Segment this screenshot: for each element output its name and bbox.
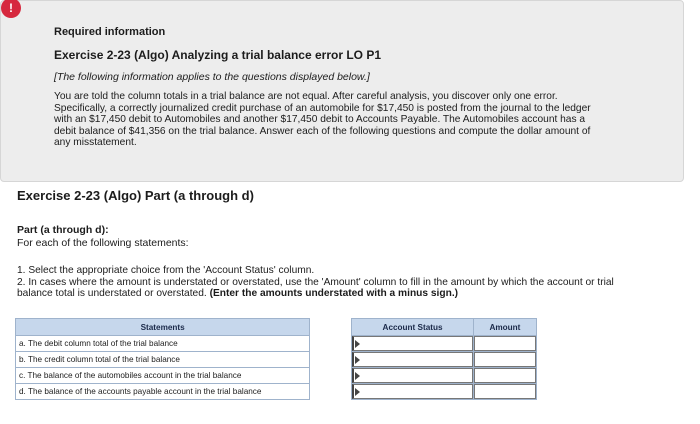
part-heading: Exercise 2-23 (Algo) Part (a through d) [17,188,254,203]
chevron-right-icon [355,388,360,396]
instruction-1: 1. Select the appropriate choice from the 'Account Status' column. [17,265,315,276]
instructions [17,265,687,300]
chevron-right-icon [355,372,360,380]
row-spacer [310,384,352,400]
account-status-cell [352,352,474,368]
exercise-title: Exercise 2-23 (Algo) Analyzing a trial balance error LO P1 [54,48,382,62]
alert-icon: ! [1,0,21,18]
statement-cell: c. The balance of the automobiles account in the trial balance [16,368,310,384]
description-line: debit balance of $41,356 on the trial balance. Answer each of the following questions and compute the dollar amount of [54,125,591,137]
description-line: with an $17,450 debit to Automobiles and another $17,450 debit to Accounts Payable. The Automobiles account has a [54,114,586,125]
required-information-label: Required information [54,26,166,38]
header-spacer [310,319,352,336]
applies-note: [The following information applies to the questions displayed below.] [54,71,370,83]
part-subtitle: For each of the following statements: [17,237,189,249]
statement-cell: d. The balance of the accounts payable account in the trial balance [16,384,310,400]
table-row [16,352,537,368]
instruction-2-line [17,288,687,300]
amount-input-b[interactable] [474,352,536,367]
header-amount: Amount [473,319,536,336]
account-status-dropdown-c[interactable] [352,368,473,383]
amount-cell [473,352,536,368]
account-status-dropdown-d[interactable] [352,384,473,399]
chevron-right-icon [355,356,360,364]
account-status-dropdown-a[interactable] [352,336,473,351]
row-spacer [310,336,352,352]
amount-input-d[interactable] [474,384,536,399]
table-row [16,336,537,352]
info-panel [0,0,684,182]
description-line: Specifically, a correctly journalized credit purchase of an automobile for $17,450 is posted from the journal to the ledger [54,102,591,114]
table-row [16,384,537,400]
part-label: Part (a through d): [17,224,109,236]
amount-cell [473,336,536,352]
chevron-right-icon [355,340,360,348]
amount-input-a[interactable] [474,336,536,351]
table-row [16,368,537,384]
account-status-cell [352,336,474,352]
statements-table [15,318,537,400]
statement-cell: a. The debit column total of the trial balance [16,336,310,352]
instruction-2-line: 2. In cases where the amount is understated or overstated, use the 'Amount' column to fill in the amount by which the account or trial [17,276,614,288]
account-status-dropdown-b[interactable] [352,352,473,367]
problem-description [54,91,654,149]
description-line: any misstatement. [54,137,137,148]
description-line: You are told the column totals in a trial balance are not equal. After careful analysis, you discover only one error. [54,91,558,102]
amount-cell [473,368,536,384]
amount-input-c[interactable] [474,368,536,383]
row-spacer [310,368,352,384]
statement-cell: b. The credit column total of the trial balance [16,352,310,368]
instruction-2-bold: (Enter the amounts understated with a minus sign.) [209,288,459,299]
instruction-2-text: balance total is understated or overstated. [17,288,207,299]
header-account-status: Account Status [352,319,474,336]
account-status-cell [352,368,474,384]
amount-cell [473,384,536,400]
row-spacer [310,352,352,368]
header-statements: Statements [16,319,310,336]
account-status-cell [352,384,474,400]
